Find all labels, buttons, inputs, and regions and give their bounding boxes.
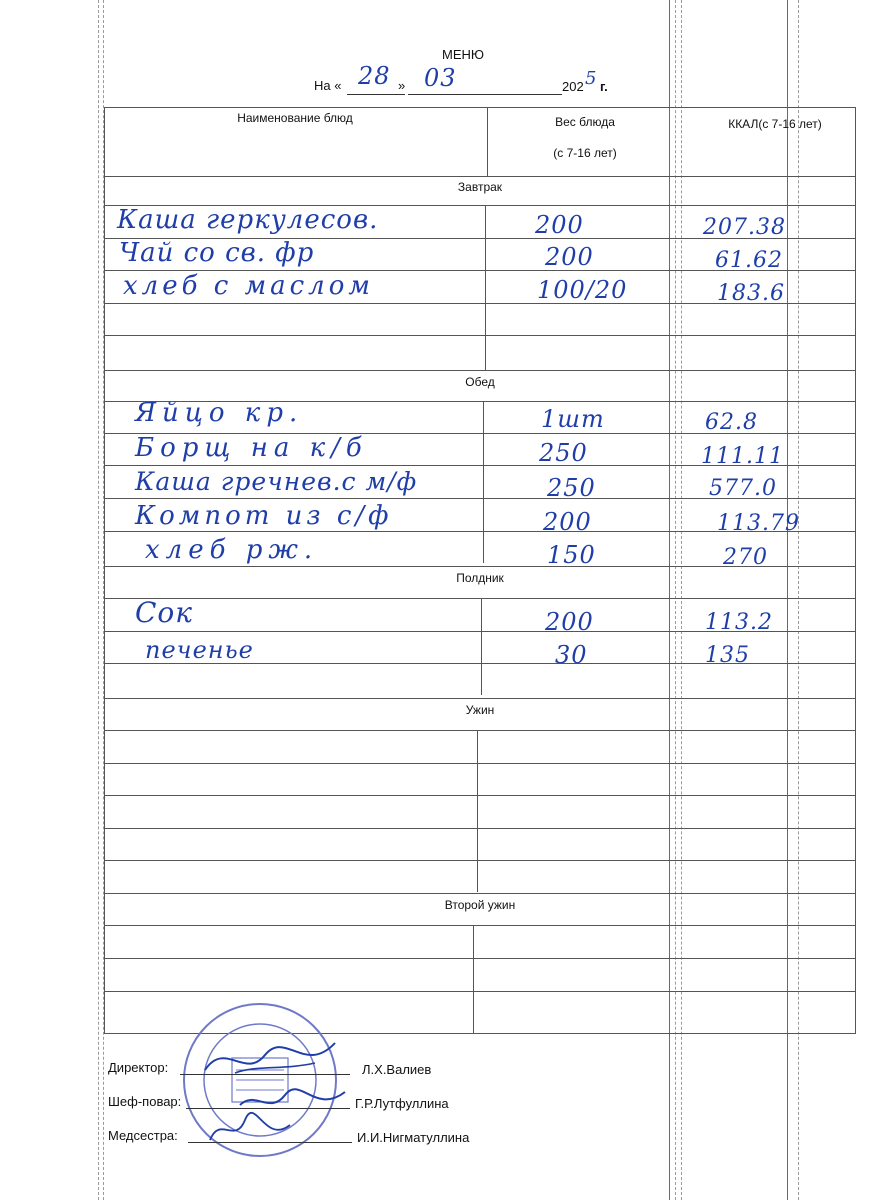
page-title: МЕНЮ	[442, 47, 485, 62]
date-mid: »	[398, 78, 406, 93]
dish-kcal: 135	[705, 643, 750, 668]
nurse-name: И.И.Нигматуллина	[357, 1130, 470, 1145]
header-divider	[487, 108, 488, 176]
dish-kcal: 577.0	[709, 476, 777, 501]
dish-name: хлеб рж.	[145, 535, 319, 565]
dish-name: печенье	[145, 636, 254, 664]
row-line	[105, 958, 855, 959]
dish-weight: 1шт	[541, 405, 605, 433]
signature-stroke	[205, 1043, 335, 1070]
dish-kcal: 61.62	[715, 248, 783, 273]
dish-weight: 150	[547, 541, 596, 569]
row-line	[105, 925, 855, 926]
date-suffix: г.	[600, 79, 608, 94]
dish-kcal: 270	[723, 545, 768, 570]
dish-kcal: 183.6	[717, 281, 785, 306]
dish-name: Яйцо кр.	[135, 398, 304, 428]
dish-weight: 100/20	[537, 276, 628, 304]
section-second-dinner: Второй ужин	[444, 898, 516, 912]
dish-name: Каша гречнев.с м/ф	[135, 467, 418, 496]
dish-name: Компот из с/ф	[135, 501, 393, 531]
col-divider	[477, 730, 478, 892]
col-divider	[473, 925, 474, 1033]
chef-name: Г.Р.Лутфуллина	[355, 1096, 449, 1111]
date-line	[314, 62, 624, 98]
dish-name: хлеб с маслом	[123, 271, 374, 301]
header-weight-sub: (с 7-16 лет)	[553, 146, 617, 160]
dish-weight: 250	[539, 439, 588, 467]
date-prefix: На «	[314, 78, 342, 93]
dish-name: Сок	[135, 596, 194, 629]
row-line	[105, 730, 855, 731]
row-line	[105, 370, 855, 371]
dish-name: Каша геркулесов.	[117, 205, 379, 235]
date-day-underline	[347, 94, 405, 95]
section-snack: Полдник	[456, 571, 504, 585]
row-line	[105, 335, 855, 336]
header-name: Наименование блюд	[237, 111, 353, 125]
row-line	[105, 763, 855, 764]
scan-line	[98, 0, 99, 1200]
row-line	[105, 893, 855, 894]
menu-table	[104, 107, 856, 1034]
dish-weight: 30	[555, 641, 588, 669]
row-line	[105, 795, 855, 796]
dish-kcal: 207.38	[703, 215, 786, 240]
dish-weight: 200	[545, 243, 594, 271]
section-breakfast: Завтрак	[457, 180, 503, 194]
signature-stroke	[240, 1089, 345, 1105]
director-role: Директор:	[108, 1060, 169, 1075]
header-weight: Вес блюда	[555, 115, 615, 129]
dish-name: Чай со св. фр	[119, 238, 315, 268]
dish-weight: 200	[543, 508, 592, 536]
date-day: 28	[358, 62, 391, 90]
nurse-role: Медсестра:	[108, 1128, 178, 1143]
nurse-signature	[205, 1110, 295, 1150]
row-line	[105, 176, 855, 177]
col-divider	[485, 205, 486, 370]
section-lunch: Обед	[465, 375, 495, 389]
dish-kcal: 113.79	[717, 511, 800, 536]
date-month-underline	[408, 94, 562, 95]
col-divider	[481, 598, 482, 695]
signature-stroke	[210, 1113, 290, 1140]
dish-kcal: 113.2	[705, 610, 773, 635]
row-line	[105, 598, 855, 599]
dish-kcal: 111.11	[701, 444, 784, 469]
col-divider	[483, 401, 484, 563]
dish-weight: 200	[545, 608, 594, 636]
date-month: 03	[424, 64, 457, 92]
director-signature	[195, 1035, 345, 1085]
header-kcal: ККАЛ(с 7-16 лет)	[728, 117, 822, 131]
row-line	[105, 991, 855, 992]
director-name: Л.Х.Валиев	[362, 1062, 432, 1077]
dish-weight: 200	[535, 211, 584, 239]
row-line	[105, 698, 855, 699]
date-year-prefix: 202	[562, 79, 584, 94]
dish-name: Борщ на к/б	[135, 433, 368, 463]
chef-role: Шеф-повар:	[108, 1094, 182, 1109]
row-line	[105, 860, 855, 861]
dish-weight: 250	[547, 474, 596, 502]
dish-kcal: 62.8	[705, 410, 758, 435]
section-dinner: Ужин	[465, 703, 495, 717]
date-year-digit: 5	[585, 68, 598, 89]
row-line	[105, 828, 855, 829]
